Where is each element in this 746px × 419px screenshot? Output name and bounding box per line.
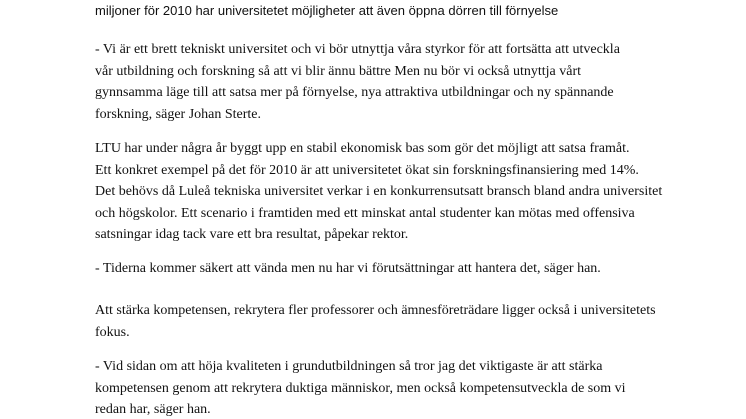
paragraph-line: - Tiderna kommer säkert att vända men nu har vi förutsättningar att hantera det, säger han. [95, 261, 601, 276]
paragraph-line: - Vid sidan om att höja kvaliteten i grundutbildningen så tror jag det viktigaste är att stärka [95, 359, 603, 374]
paragraph-line: gynnsamma läge till att satsa mer på förnyelse, nya attraktiva utbildningar och ny spännande [95, 85, 614, 100]
quote-paragraph-strengths [95, 39, 620, 125]
paragraph-line: kompetensen genom att rekrytera duktiga människor, men också kompetensutveckla de som vi [95, 380, 626, 396]
paragraph-line: vår utbildning och forskning så att vi blir ännu bättre Men nu bör vi också utnyttja vårt [95, 63, 582, 79]
quote-paragraph-times [95, 258, 601, 280]
paragraph-line: Att stärka kompetensen, rekrytera fler professorer och ämnesföreträdare ligger också i universitetets [95, 303, 656, 318]
paragraph-line: redan har, säger han. [95, 402, 211, 417]
paragraph-economic-base [95, 138, 662, 246]
paragraph-line: fokus. [95, 324, 130, 340]
paragraph-line: och högskolor. Ett scenario i framtiden med ett minskat antal studenter kan mötas med offensiva [95, 205, 635, 221]
paragraph-line: forskning, säger Johan Sterte. [95, 106, 262, 122]
quote-paragraph-quality [95, 356, 626, 419]
paragraph-line: satsningar idag tack vare ett bra resultat, påpekar rektor. [95, 227, 409, 242]
paragraph-line: Det behövs då Luleå tekniska universitet verkar i en konkurrensutsatt bransch bland andra universitet [95, 184, 663, 199]
paragraph-line: Ett konkret exempel på det för 2010 är att universitetet ökat sin forskningsfinansiering med 14%. [95, 162, 639, 178]
lead-line: miljoner för 2010 har universitetet möjligheter att även öppna dörren till förnyelse [95, 3, 559, 18]
paragraph-line: LTU har under några år byggt upp en stabil ekonomisk bas som gör det möjligt att satsa framåt. [95, 141, 630, 156]
paragraph-competence [95, 300, 656, 343]
paragraph-line: - Vi är ett brett tekniskt universitet och vi bör utnyttja våra styrkor för att fortsätta att utveckla [95, 42, 620, 57]
